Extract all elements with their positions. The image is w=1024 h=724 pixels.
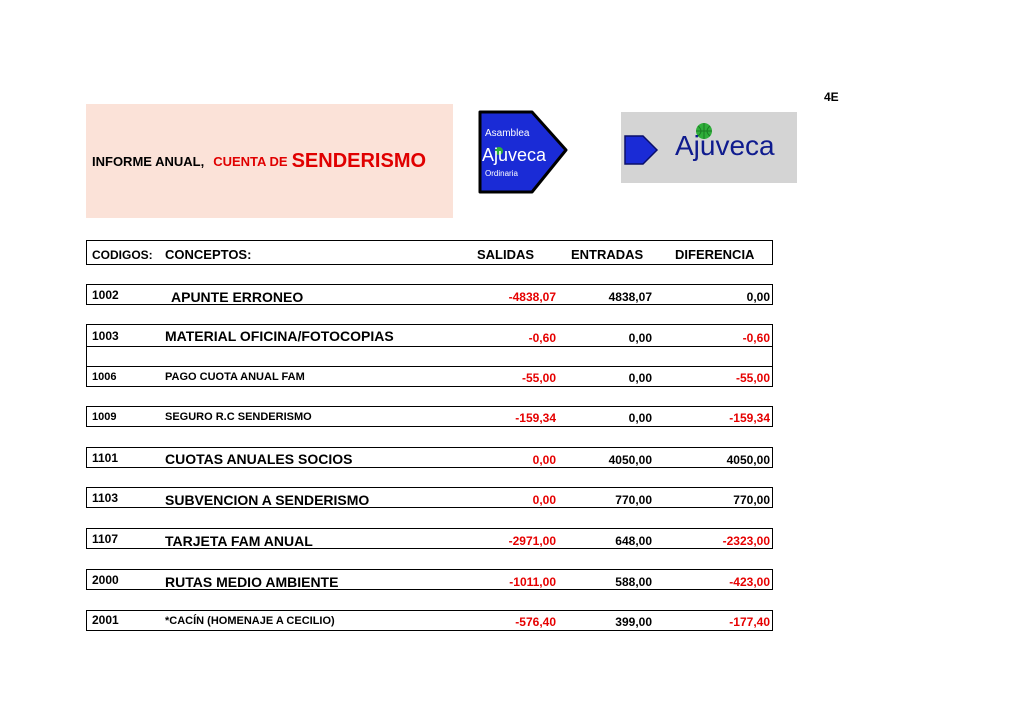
row-entradas: 770,00 <box>615 493 652 507</box>
title-part-2: CUENTA DE <box>213 153 288 169</box>
table-row <box>86 284 773 305</box>
table-row <box>86 487 773 508</box>
row-salidas: -55,00 <box>521 371 556 385</box>
asamblea-line-1: Asamblea <box>485 128 530 139</box>
row-diferencia: -55,00 <box>735 371 770 385</box>
row-entradas: 0,00 <box>628 411 652 425</box>
table-row <box>86 406 773 427</box>
row-concept: SEGURO R.C SENDERISMO <box>165 411 312 423</box>
row-salidas: -4838,07 <box>508 290 556 304</box>
row-salidas: -159,34 <box>515 411 556 425</box>
row-code: 1103 <box>92 491 119 505</box>
table-header <box>86 240 773 265</box>
row-entradas: 0,00 <box>628 331 652 345</box>
header-codigos: CODIGOS: <box>92 248 153 262</box>
asamblea-line-3: Ordinaria <box>485 169 518 178</box>
row-code: 1006 <box>92 371 117 383</box>
row-concept: PAGO CUOTA ANUAL FAM <box>165 371 305 383</box>
row-concept: *CACÍN (HOMENAJE A CECILIO) <box>165 615 335 627</box>
row-code: 1101 <box>92 451 119 465</box>
row-entradas: 4050,00 <box>608 453 652 467</box>
row-salidas: -0,60 <box>528 331 556 345</box>
table-row <box>86 447 773 468</box>
row-concept: SUBVENCION A SENDERISMO <box>165 492 370 508</box>
row-concept: APUNTE ERRONEO <box>171 289 304 305</box>
row-salidas: -2971,00 <box>508 534 556 548</box>
row-salidas: 0,00 <box>532 453 556 467</box>
blank-row <box>86 346 773 366</box>
row-concept: RUTAS MEDIO AMBIENTE <box>165 574 339 590</box>
row-diferencia: -177,40 <box>729 615 770 629</box>
header-entradas: ENTRADAS <box>571 247 644 262</box>
header-salidas: SALIDAS <box>477 247 535 262</box>
row-entradas: 0,00 <box>628 371 652 385</box>
row-diferencia: 4050,00 <box>726 453 770 467</box>
row-salidas: -576,40 <box>515 615 556 629</box>
row-entradas: 648,00 <box>615 534 652 548</box>
header-diferencia: DIFERENCIA <box>675 247 755 262</box>
row-diferencia: 770,00 <box>733 493 770 507</box>
row-code: 2000 <box>92 573 119 587</box>
row-code: 1107 <box>92 532 119 546</box>
row-diferencia: -423,00 <box>729 575 770 589</box>
row-diferencia: 0,00 <box>746 290 770 304</box>
header-conceptos: CONCEPTOS: <box>165 247 252 262</box>
row-diferencia: -0,60 <box>742 331 770 345</box>
row-code: 2001 <box>92 613 119 627</box>
row-concept: TARJETA FAM ANUAL <box>165 533 313 549</box>
row-salidas: -1011,00 <box>509 575 556 589</box>
report-title <box>86 104 453 218</box>
ajuveca-logo <box>621 112 797 183</box>
title-part-1: INFORME ANUAL, <box>92 153 205 169</box>
table-row <box>86 366 773 387</box>
row-entradas: 4838,07 <box>608 290 652 304</box>
row-diferencia: -2323,00 <box>722 534 770 548</box>
row-code: 1009 <box>92 411 117 423</box>
row-salidas: 0,00 <box>532 493 556 507</box>
row-concept: CUOTAS ANUALES SOCIOS <box>165 451 353 467</box>
row-code: 1002 <box>92 288 119 302</box>
asamblea-logo <box>474 108 572 196</box>
row-entradas: 588,00 <box>615 575 652 589</box>
row-diferencia: -159,34 <box>729 411 770 425</box>
table-row <box>86 569 773 590</box>
ajuveca-logo-text: Ajuveca <box>675 130 775 161</box>
table-row <box>86 610 773 631</box>
table-row <box>86 324 773 347</box>
page-code: 4E <box>824 90 839 104</box>
table-row <box>86 528 773 549</box>
asamblea-line-2: Ajuveca <box>482 145 547 165</box>
row-concept: MATERIAL OFICINA/FOTOCOPIAS <box>165 328 394 344</box>
title-part-3: SENDERISMO <box>291 149 427 172</box>
row-entradas: 399,00 <box>615 615 652 629</box>
row-code: 1003 <box>92 329 119 343</box>
